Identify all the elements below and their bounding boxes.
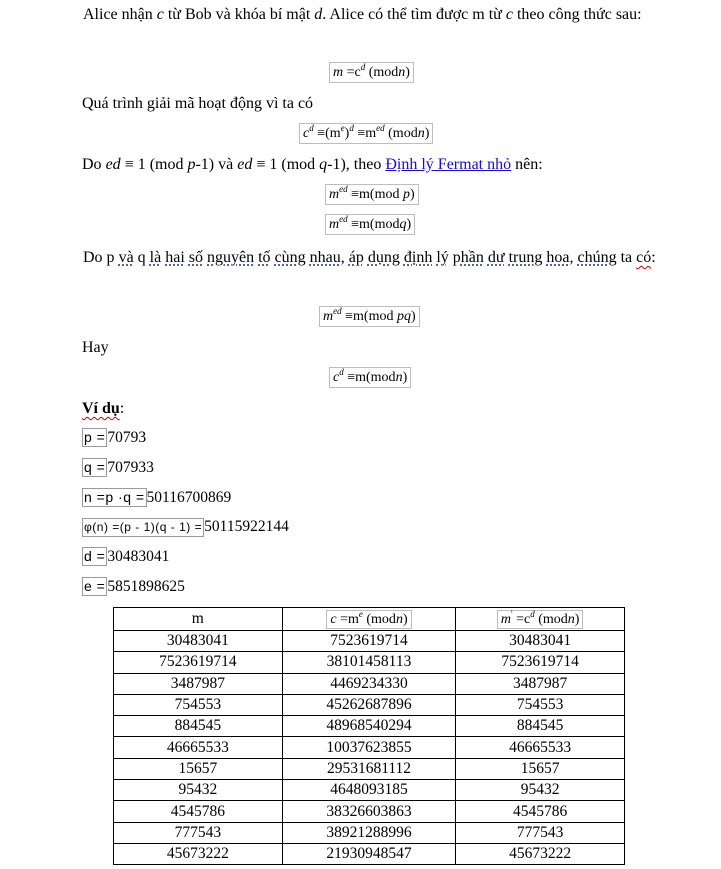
variable-label: n =p ·q = [84, 489, 145, 505]
table-cell: 46665533 [114, 737, 283, 758]
table-cell: 4545786 [114, 801, 283, 822]
table-cell: 15657 [114, 758, 283, 779]
formula-result: $c^d$ ≡m(modn) [329, 367, 411, 388]
variable-value: 707933 [107, 459, 154, 476]
table-cell: 95432 [114, 780, 283, 801]
table-cell: 3487987 [114, 673, 283, 694]
table-cell: 30483041 [456, 631, 625, 652]
table-cell: 7523619714 [456, 652, 625, 673]
example-heading: Ví dụ: [82, 400, 125, 417]
table-cell: 15657 [456, 758, 625, 779]
table-row [114, 801, 625, 822]
table-cell: 754553 [114, 694, 283, 715]
variable-value: 50115922144 [204, 518, 289, 535]
text: từ Bob và khóa bí mật [163, 6, 315, 23]
table-cell: 45673222 [456, 843, 625, 864]
table-cell: 884545 [114, 716, 283, 737]
table-body [114, 631, 625, 865]
variable-p [82, 428, 146, 448]
table-row [114, 780, 625, 801]
table-row [114, 673, 625, 694]
paragraph-fermat: Do ed ≡ 1 (mod p-1) và ed ≡ 1 (mod q-1), theo Định lý Fermat nhỏ nên: [82, 156, 543, 173]
formula-exponent-chain: $c^d \equiv(m^e)^d \equiv m^{ed}$ (modn) [299, 123, 433, 144]
header-ciphertext: $c =m^e$ (modn) [282, 608, 456, 631]
table-cell: 48968540294 [282, 716, 456, 737]
table-cell: 38921288996 [282, 822, 456, 843]
paragraph-hay: Hay [82, 339, 109, 356]
table-cell: 777543 [456, 822, 625, 843]
table-cell: 21930948547 [282, 843, 456, 864]
table-cell: 38326603863 [282, 801, 456, 822]
variable-phi [82, 517, 289, 537]
table-row [114, 822, 625, 843]
table-header-row [114, 608, 625, 631]
var-c: c [505, 6, 513, 23]
table-cell: 10037623855 [282, 737, 456, 758]
table-cell: 29531681112 [282, 758, 456, 779]
table-cell: 7523619714 [282, 631, 456, 652]
text: Alice nhận [83, 6, 157, 23]
table-row [114, 737, 625, 758]
table-cell: 38101458113 [282, 652, 456, 673]
variable-q [82, 458, 154, 478]
formula-decrypt: $m =c^d$ (modn) [329, 62, 414, 83]
variable-label: p = [84, 429, 106, 445]
table-cell: 4648093185 [282, 780, 456, 801]
text: theo công thức sau: [512, 6, 642, 23]
table-cell: 45673222 [114, 843, 283, 864]
table-cell: 46665533 [456, 737, 625, 758]
variable-value: 30483041 [107, 548, 170, 565]
table-cell: 3487987 [456, 673, 625, 694]
header-decrypted: $m' =c^d$ (modn) [456, 608, 625, 631]
table-cell: 777543 [114, 822, 283, 843]
variable-n [82, 488, 231, 508]
table-cell: 45262687896 [282, 694, 456, 715]
paragraph-why-works: Quá trình giải mã hoạt động vì ta có [82, 95, 314, 112]
formula-mod-q: $m^{ed}$ ≡m(modq) [325, 214, 415, 235]
table-row [114, 631, 625, 652]
table-cell: 884545 [456, 716, 625, 737]
paragraph-crt: Do p và q là hai số nguyên tố cùng nhau, áp dụng định lý phần dư trung hoa, chúng ta có: [83, 249, 656, 266]
header-m: m [114, 608, 283, 631]
variable-value: 50116700869 [146, 489, 232, 506]
table-row [114, 694, 625, 715]
variable-label: d = [84, 548, 106, 564]
formula-mod-pq: $m^{ed} \equiv m(mod$ pq) [319, 306, 420, 327]
table-cell: 4545786 [456, 801, 625, 822]
paragraph-decryption-intro [58, 0, 682, 30]
variable-value: 70793 [107, 429, 147, 446]
table-cell: 30483041 [114, 631, 283, 652]
table-cell: 7523619714 [114, 652, 283, 673]
table-cell: 754553 [456, 694, 625, 715]
table-row [114, 758, 625, 779]
table-row [114, 716, 625, 737]
table-row [114, 652, 625, 673]
formula-mod-p: $m^{ed} \equiv m(mod$ p) [325, 184, 419, 205]
rsa-example-table [113, 607, 625, 865]
variable-value: 5851898625 [107, 578, 185, 595]
var-c: c [156, 6, 164, 23]
variable-e [82, 577, 185, 597]
text: . Alice có thể tìm được m từ [322, 6, 506, 23]
variable-d [82, 547, 169, 567]
table-cell: 4469234330 [282, 673, 456, 694]
variable-label: φ(n) =(p - 1)(q - 1) = [82, 518, 204, 537]
fermat-theorem-link[interactable]: Định lý Fermat nhỏ [385, 156, 512, 173]
table-row [114, 843, 625, 864]
variable-label: q = [84, 459, 106, 475]
table-cell: 95432 [456, 780, 625, 801]
variable-label: e = [84, 578, 106, 594]
var-d: d [314, 6, 323, 23]
